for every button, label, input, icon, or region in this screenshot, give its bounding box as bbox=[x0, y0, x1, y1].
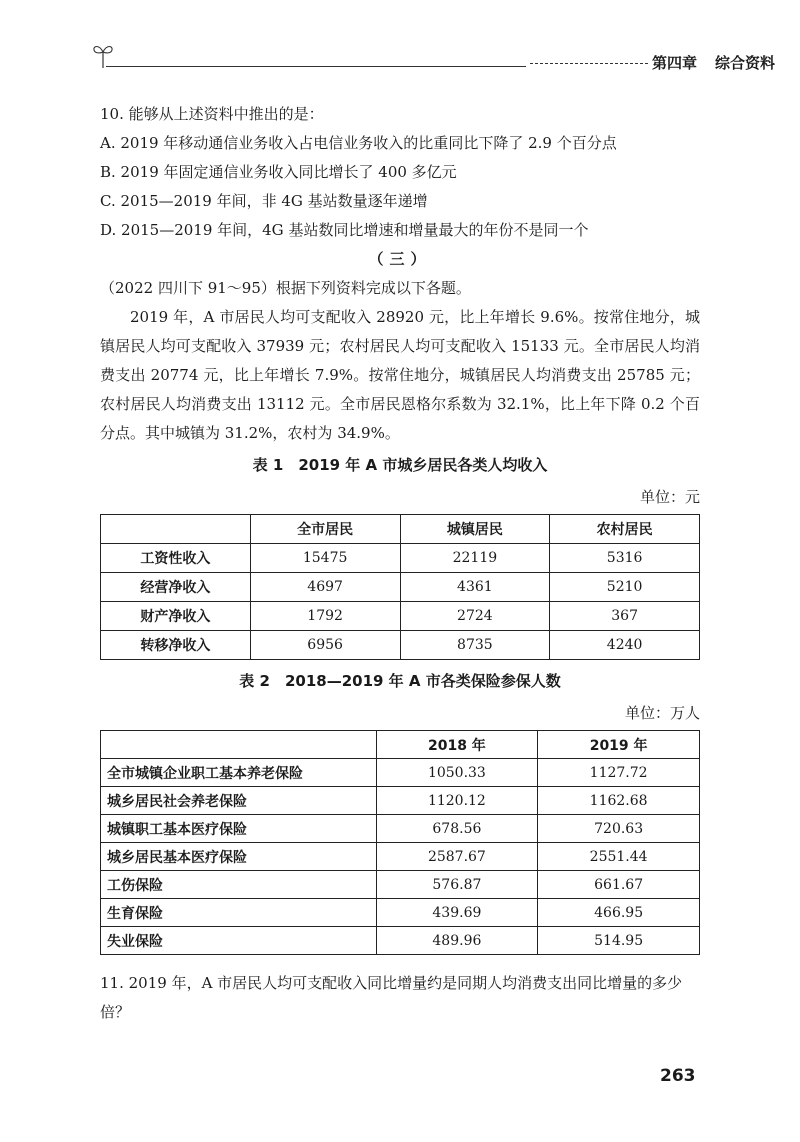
q10-option-a: A. 2019 年移动通信业务收入占电信业务收入的比重同比下降了 2.9 个百分点 bbox=[100, 134, 617, 152]
table-cell: 4240 bbox=[550, 631, 700, 660]
table2-unit: 单位：万人 bbox=[624, 704, 700, 722]
row-label: 全市城镇企业职工基本养老保险 bbox=[101, 759, 377, 787]
table-cell: 720.63 bbox=[538, 815, 700, 843]
table-row bbox=[101, 787, 700, 815]
table-cell: 466.95 bbox=[538, 899, 700, 927]
table-cell: 576.87 bbox=[376, 871, 538, 899]
table-header-cell: 2019 年 bbox=[538, 731, 700, 759]
row-label: 转移净收入 bbox=[101, 631, 251, 660]
q11-stem: 11. 2019 年，A 市居民人均可支配收入同比增量约是同期人均消费支出同比增量的多少倍？ bbox=[100, 974, 683, 1021]
section-label: 综合资料 bbox=[715, 54, 776, 72]
table-row bbox=[101, 871, 700, 899]
header-dash bbox=[530, 63, 648, 70]
table-row bbox=[101, 927, 700, 955]
table-header-row bbox=[101, 731, 700, 759]
table-cell: 1120.12 bbox=[376, 787, 538, 815]
table-cell: 5210 bbox=[550, 573, 700, 602]
table-cell: 1792 bbox=[250, 602, 400, 631]
table-cell: 2724 bbox=[400, 602, 550, 631]
table-row bbox=[101, 573, 700, 602]
table-header-cell: 城镇居民 bbox=[400, 515, 550, 544]
table1-unit: 单位：元 bbox=[639, 488, 700, 506]
row-label: 城镇职工基本医疗保险 bbox=[101, 815, 377, 843]
q10-option-d: D. 2015—2019 年间，4G 基站数同比增速和增量最大的年份不是同一个 bbox=[100, 221, 589, 239]
page-content bbox=[100, 100, 700, 1027]
table-row bbox=[101, 843, 700, 871]
q10-option-b: B. 2019 年固定通信业务收入同比增长了 400 多亿元 bbox=[100, 163, 457, 181]
table-row bbox=[101, 602, 700, 631]
row-label: 失业保险 bbox=[101, 927, 377, 955]
row-label: 城乡居民基本医疗保险 bbox=[101, 843, 377, 871]
chapter-label: 第四章 bbox=[652, 54, 698, 72]
table-cell: 1127.72 bbox=[538, 759, 700, 787]
section-source: （2022 四川下 91～95）根据下列资料完成以下各题。 bbox=[100, 279, 471, 297]
table-cell: 2587.67 bbox=[376, 843, 538, 871]
table-row bbox=[101, 815, 700, 843]
data-paragraph: 2019 年，A 市居民人均可支配收入 28920 元，比上年增长 9.6%。按常住地分，城镇居民人均可支配收入 37939 元；农村居民人均可支配收入 15133 元。全市居民人均消费支出 20774 元，比上年增长 7.9%。按常住地分，城镇居民人均消费支出 25785 元；农村居民人均消费支出 13112 元。全市居民恩格尔系数为 32.1%，比上年下降 0.2 个百分点。其中城镇为 31.2%，农村为 34.9%。 bbox=[100, 308, 700, 442]
header-rule bbox=[106, 66, 526, 67]
table-cell: 22119 bbox=[400, 544, 550, 573]
table-row bbox=[101, 631, 700, 660]
section-title: （三） bbox=[368, 250, 432, 268]
table-header-cell: 2018 年 bbox=[376, 731, 538, 759]
chapter-title bbox=[652, 52, 775, 73]
table-cell: 439.69 bbox=[376, 899, 538, 927]
table-cell: 489.96 bbox=[376, 927, 538, 955]
table1-title: 表 1 2019 年 A 市城乡居民各类人均收入 bbox=[252, 456, 548, 474]
table-cell: 4361 bbox=[400, 573, 550, 602]
table-cell: 6956 bbox=[250, 631, 400, 660]
table-header-cell bbox=[101, 731, 377, 759]
row-label: 生育保险 bbox=[101, 899, 377, 927]
table-row bbox=[101, 759, 700, 787]
table-cell: 514.95 bbox=[538, 927, 700, 955]
q10-option-c: C. 2015—2019 年间，非 4G 基站数量逐年递增 bbox=[100, 192, 428, 210]
income-table bbox=[100, 514, 700, 660]
table-header-row bbox=[101, 515, 700, 544]
table-header-cell: 农村居民 bbox=[550, 515, 700, 544]
table-cell: 15475 bbox=[250, 544, 400, 573]
table-cell: 367 bbox=[550, 602, 700, 631]
table2-title: 表 2 2018—2019 年 A 市各类保险参保人数 bbox=[239, 672, 561, 690]
table-cell: 678.56 bbox=[376, 815, 538, 843]
table-cell: 661.67 bbox=[538, 871, 700, 899]
table-cell: 8735 bbox=[400, 631, 550, 660]
table-row bbox=[101, 544, 700, 573]
running-header bbox=[92, 40, 776, 80]
table-header-cell bbox=[101, 515, 251, 544]
row-label: 工资性收入 bbox=[101, 544, 251, 573]
table-cell: 2551.44 bbox=[538, 843, 700, 871]
row-label: 城乡居民社会养老保险 bbox=[101, 787, 377, 815]
row-label: 财产净收入 bbox=[101, 602, 251, 631]
table-cell: 4697 bbox=[250, 573, 400, 602]
insurance-table bbox=[100, 730, 700, 955]
page-number: 263 bbox=[660, 1066, 696, 1086]
table-row bbox=[101, 899, 700, 927]
table-cell: 1050.33 bbox=[376, 759, 538, 787]
table-header-cell: 全市居民 bbox=[250, 515, 400, 544]
row-label: 工伤保险 bbox=[101, 871, 377, 899]
table-cell: 1162.68 bbox=[538, 787, 700, 815]
row-label: 经营净收入 bbox=[101, 573, 251, 602]
table-cell: 5316 bbox=[550, 544, 700, 573]
q10-stem: 10. 能够从上述资料中推出的是： bbox=[100, 105, 324, 123]
